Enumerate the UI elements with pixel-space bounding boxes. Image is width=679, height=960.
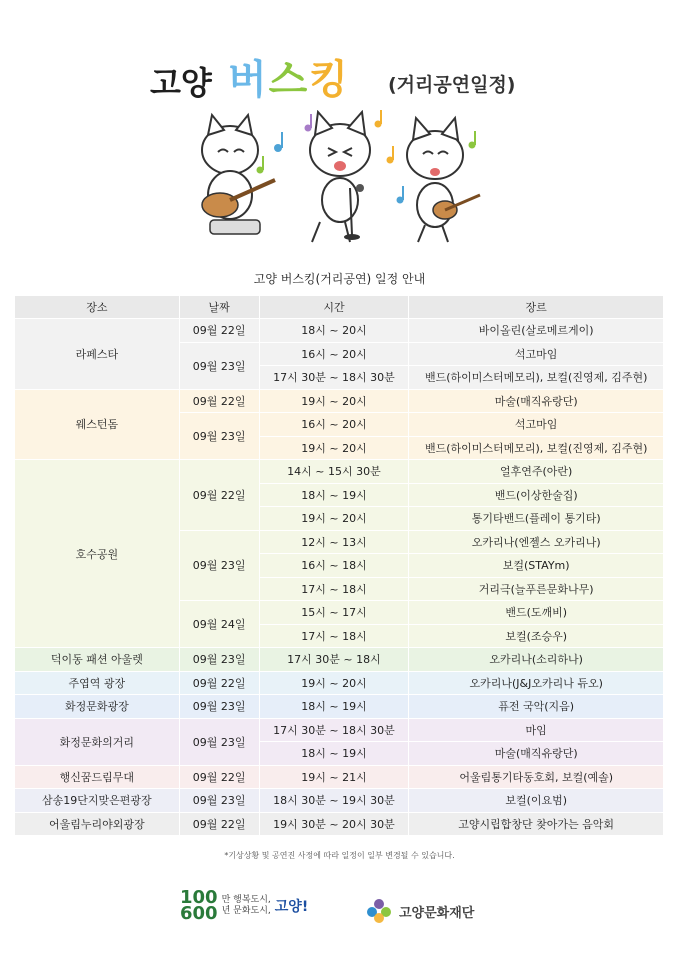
foundation-name: 고양문화재단 [399, 905, 475, 921]
column-header: 장르 [409, 296, 664, 319]
genre-cell: 밴드(도깨비) [409, 601, 664, 625]
logo-number-top: 100 [180, 887, 218, 908]
schedule-change-note: *기상상황 및 공연진 사정에 따라 일정이 일부 변경될 수 있습니다. [224, 851, 455, 860]
genre-cell: 마술(매직유랑단) [409, 742, 664, 766]
table-row [15, 718, 664, 742]
genre-cell: 보컬(조승우) [409, 624, 664, 648]
table-row [15, 789, 664, 813]
table-row [15, 460, 664, 484]
time-cell: 15시 ~ 17시 [259, 601, 409, 625]
column-header: 장소 [15, 296, 180, 319]
place-cell: 덕이동 패션 아울렛 [15, 648, 180, 672]
time-cell: 16시 ~ 18시 [259, 554, 409, 578]
genre-cell: 얼후연주(아란) [409, 460, 664, 484]
time-cell: 16시 ~ 20시 [259, 413, 409, 437]
time-cell: 17시 ~ 18시 [259, 624, 409, 648]
footer [0, 885, 679, 935]
place-cell: 라페스타 [15, 319, 180, 390]
genre-cell: 밴드(이상한술집) [409, 483, 664, 507]
music-note-icon [469, 131, 476, 149]
cat-ukulele-icon [407, 118, 480, 242]
date-cell: 09월 22일 [179, 765, 259, 789]
date-cell: 09월 23일 [179, 342, 259, 389]
table-title: 고양 버스킹(거리공연) 일정 안내 [253, 272, 426, 286]
date-cell: 09월 22일 [179, 460, 259, 531]
time-cell: 18시 ~ 19시 [259, 742, 409, 766]
genre-cell: 석고마임 [409, 342, 664, 366]
title-busking-char: 킹 [309, 57, 350, 103]
date-cell: 09월 22일 [179, 812, 259, 836]
logo-number-bottom: 600 [180, 903, 218, 924]
date-cell: 09월 23일 [179, 648, 259, 672]
date-cell: 09월 22일 [179, 671, 259, 695]
place-cell: 호수공원 [15, 460, 180, 648]
place-cell: 어울림누리야외광장 [15, 812, 180, 836]
date-cell: 09월 23일 [179, 718, 259, 765]
time-cell: 18시 ~ 20시 [259, 319, 409, 343]
goyang-city-logo [180, 887, 309, 924]
foundation-emblem-icon [365, 897, 393, 925]
logo-slogan [222, 895, 271, 917]
time-cell: 17시 30분 ~ 18시 30분 [259, 718, 409, 742]
column-header: 날짜 [179, 296, 259, 319]
table-row [15, 319, 664, 343]
genre-cell: 어울림통기타동호회, 보컬(예솔) [409, 765, 664, 789]
place-cell: 행신꿈드림무대 [15, 765, 180, 789]
logo-slogan-line: 년 문화도시, [221, 906, 271, 916]
table-row [15, 671, 664, 695]
place-cell: 화정문화광장 [15, 695, 180, 719]
title-busking-char: 버 [228, 57, 269, 103]
header [0, 30, 679, 110]
time-cell: 19시 ~ 20시 [259, 389, 409, 413]
cat-guitar-left-icon [202, 115, 275, 234]
genre-cell: 밴드(하이미스터메모리), 보컬(진영제, 김주현) [409, 366, 664, 390]
music-note-icon [375, 110, 382, 128]
genre-cell: 보컬(STAYm) [409, 554, 664, 578]
time-cell: 18시 ~ 19시 [259, 483, 409, 507]
time-cell: 19시 ~ 21시 [259, 765, 409, 789]
table-row [15, 389, 664, 413]
title-busking-char: 스 [268, 57, 310, 103]
genre-cell: 고양시립합창단 찾아가는 음악회 [409, 812, 664, 836]
time-cell: 17시 ~ 18시 [259, 577, 409, 601]
genre-cell: 오카리나(엔젤스 오카리나) [409, 530, 664, 554]
music-note-icon [387, 146, 394, 164]
music-note-icon [274, 132, 282, 152]
music-note-icon [257, 156, 264, 174]
title-goyang: 고양 [150, 64, 212, 102]
logo-goyang: 고양! [274, 899, 309, 915]
title-busking [228, 48, 350, 105]
table-row [15, 695, 664, 719]
cat-musicians-illustration [180, 110, 500, 250]
table-header-row [15, 296, 664, 319]
genre-cell: 밴드(하이미스터메모리), 보컬(진영제, 김주현) [409, 436, 664, 460]
music-note-icon [305, 114, 312, 132]
genre-cell: 오카리나(소리하나) [409, 648, 664, 672]
place-cell: 화정문화의거리 [15, 718, 180, 765]
date-cell: 09월 23일 [179, 789, 259, 813]
table-row [15, 648, 664, 672]
time-cell: 18시 30분 ~ 19시 30분 [259, 789, 409, 813]
date-cell: 09월 22일 [179, 319, 259, 343]
genre-cell: 통기타밴드(플레이 통기타) [409, 507, 664, 531]
time-cell: 17시 30분 ~ 18시 [259, 648, 409, 672]
title-subtitle: (거리공연일정) [388, 74, 516, 96]
date-cell: 09월 23일 [179, 695, 259, 719]
genre-cell: 퓨전 국악(지음) [409, 695, 664, 719]
date-cell: 09월 23일 [179, 413, 259, 460]
date-cell: 09월 22일 [179, 389, 259, 413]
table-row [15, 812, 664, 836]
logo-slogan-line: 만 행복도시, [221, 895, 271, 905]
place-cell: 주엽역 광장 [15, 671, 180, 695]
time-cell: 14시 ~ 15시 30분 [259, 460, 409, 484]
genre-cell: 오카리나(J&J오카리나 듀오) [409, 671, 664, 695]
time-cell: 12시 ~ 13시 [259, 530, 409, 554]
place-cell: 삼송19단지맞은편광장 [15, 789, 180, 813]
time-cell: 19시 ~ 20시 [259, 671, 409, 695]
time-cell: 18시 ~ 19시 [259, 695, 409, 719]
place-cell: 웨스턴돔 [15, 389, 180, 460]
schedule-table [14, 295, 664, 836]
time-cell: 19시 ~ 20시 [259, 436, 409, 460]
music-note-icon [397, 186, 404, 204]
time-cell: 17시 30분 ~ 18시 30분 [259, 366, 409, 390]
genre-cell: 마임 [409, 718, 664, 742]
time-cell: 19시 ~ 20시 [259, 507, 409, 531]
genre-cell: 석고마임 [409, 413, 664, 437]
genre-cell: 거리극(늘푸른문화나무) [409, 577, 664, 601]
cat-singer-icon [310, 112, 370, 242]
schedule-body [15, 319, 664, 836]
time-cell: 16시 ~ 20시 [259, 342, 409, 366]
logo-number [180, 887, 218, 924]
genre-cell: 보컬(이요범) [409, 789, 664, 813]
genre-cell: 바이올린(살로메르게이) [409, 319, 664, 343]
table-row [15, 765, 664, 789]
column-header: 시간 [259, 296, 409, 319]
genre-cell: 마술(매직유랑단) [409, 389, 664, 413]
time-cell: 19시 30분 ~ 20시 30분 [259, 812, 409, 836]
goyang-cultural-foundation-logo [365, 897, 474, 925]
date-cell: 09월 23일 [179, 530, 259, 601]
date-cell: 09월 24일 [179, 601, 259, 648]
